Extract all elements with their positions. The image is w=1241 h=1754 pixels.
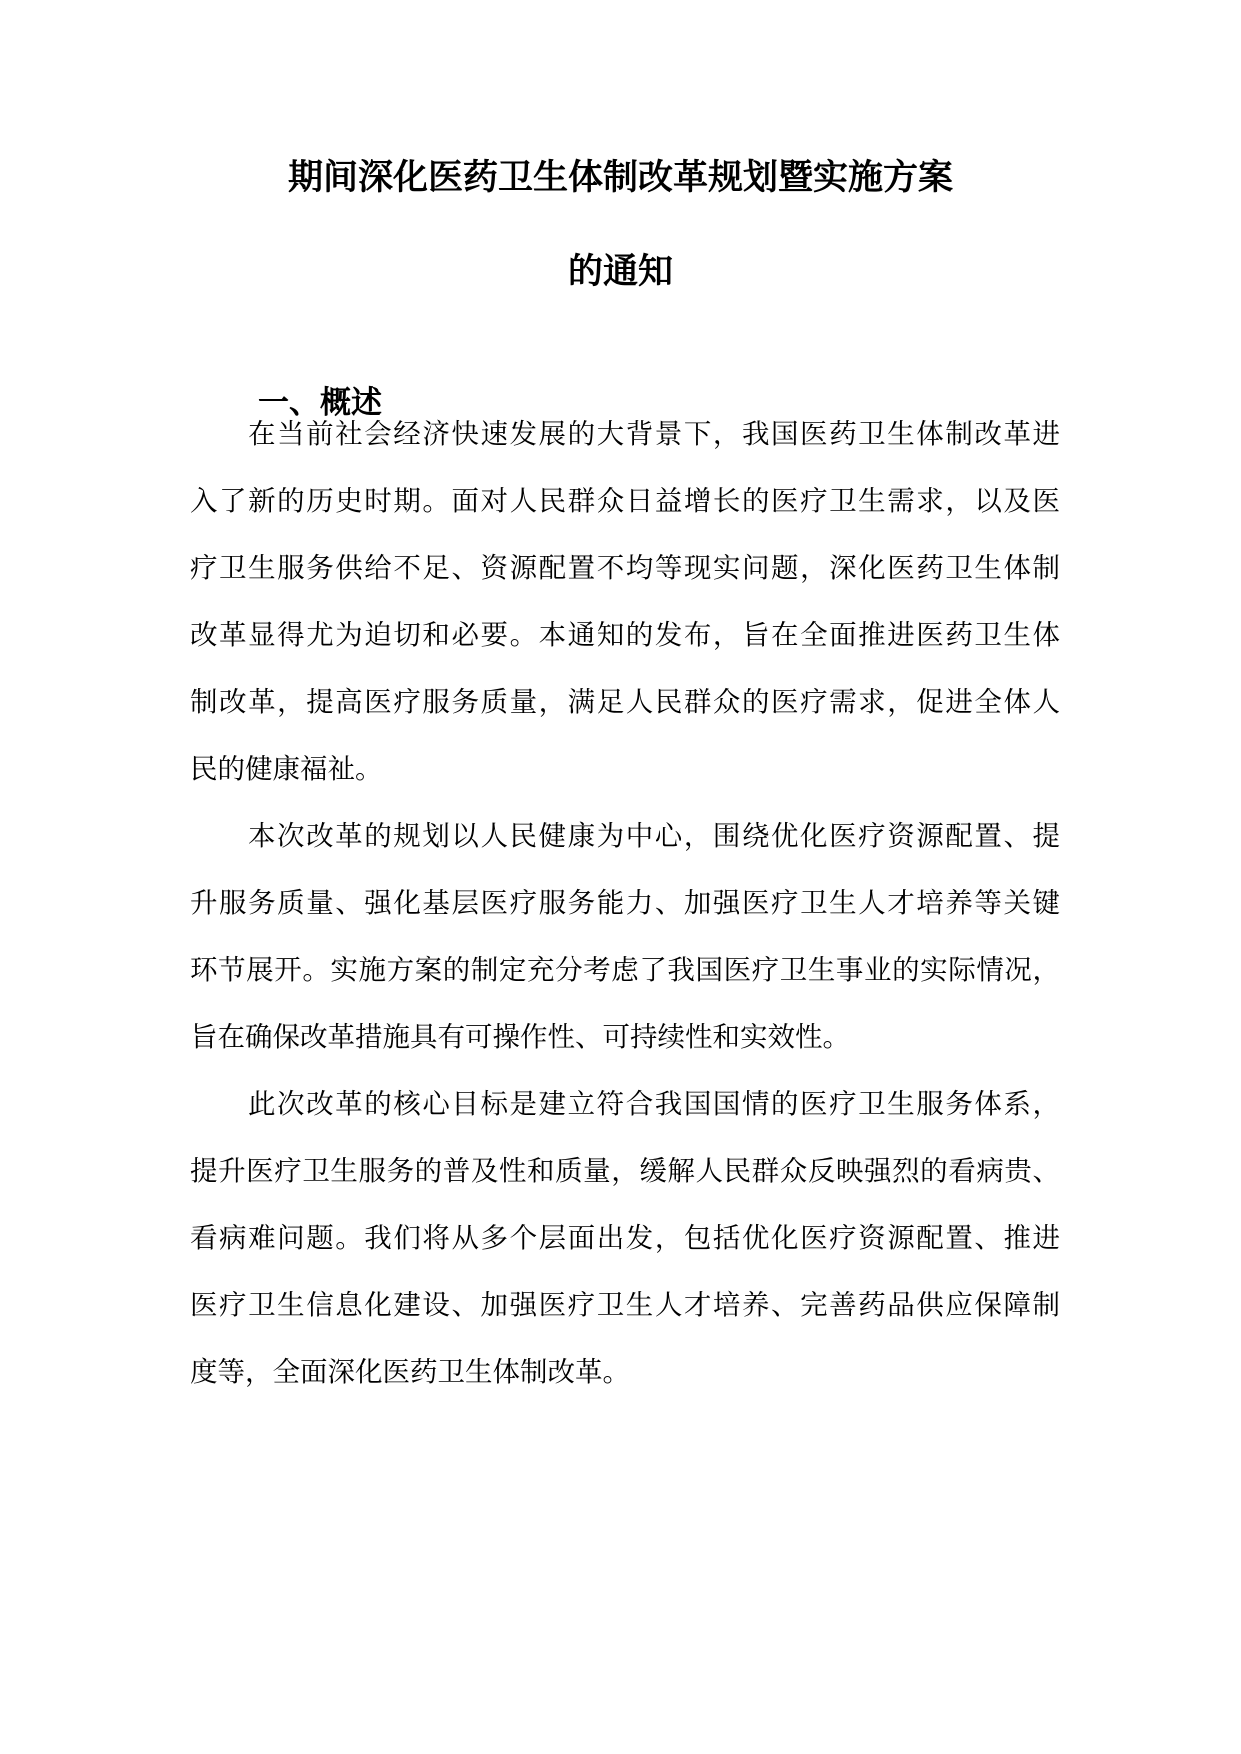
paragraph-3-line-3: 看病难问题。我们将从多个层面出发，包括优化医疗资源配置、推进: [190, 1222, 1060, 1254]
paragraph-3-line-4: 医疗卫生信息化建设、加强医疗卫生人才培养、完善药品供应保障制: [190, 1289, 1060, 1321]
paragraph-3-line-1: 此次改革的核心目标是建立符合我国国情的医疗卫生服务体系，: [248, 1088, 1060, 1120]
paragraph-2-line-1: 本次改革的规划以人民健康为中心，围绕优化医疗资源配置、提: [248, 820, 1060, 852]
paragraph-1-line-1: 在当前社会经济快速发展的大背景下，我国医药卫生体制改革进: [248, 418, 1060, 450]
document-title-line-1: 期间深化医药卫生体制改革规划暨实施方案: [287, 158, 953, 198]
paragraph-1-line-2: 入了新的历史时期。面对人民群众日益增长的医疗卫生需求，以及医: [190, 485, 1060, 517]
section-heading-overview: 一、概述: [258, 385, 382, 421]
paragraph-1-line-6: 民的健康福祉。: [190, 753, 383, 785]
paragraph-1-line-3: 疗卫生服务供给不足、资源配置不均等现实问题，深化医药卫生体制: [190, 552, 1060, 584]
paragraph-2-line-3: 环节展开。实施方案的制定充分考虑了我国医疗卫生事业的实际情况，: [190, 954, 1060, 986]
document-title-line-2: 的通知: [567, 252, 673, 292]
paragraph-2-line-2: 升服务质量、强化基层医疗服务能力、加强医疗卫生人才培养等关键: [190, 887, 1060, 919]
paragraph-3-line-2: 提升医疗卫生服务的普及性和质量，缓解人民群众反映强烈的看病贵、: [190, 1155, 1060, 1187]
paragraph-1-line-4: 改革显得尤为迫切和必要。本通知的发布，旨在全面推进医药卫生体: [190, 619, 1060, 651]
paragraph-3-line-5: 度等，全面深化医药卫生体制改革。: [190, 1356, 630, 1388]
paragraph-1-line-5: 制改革，提高医疗服务质量，满足人民群众的医疗需求，促进全体人: [190, 686, 1060, 718]
paragraph-2-line-4: 旨在确保改革措施具有可操作性、可持续性和实效性。: [190, 1021, 850, 1053]
